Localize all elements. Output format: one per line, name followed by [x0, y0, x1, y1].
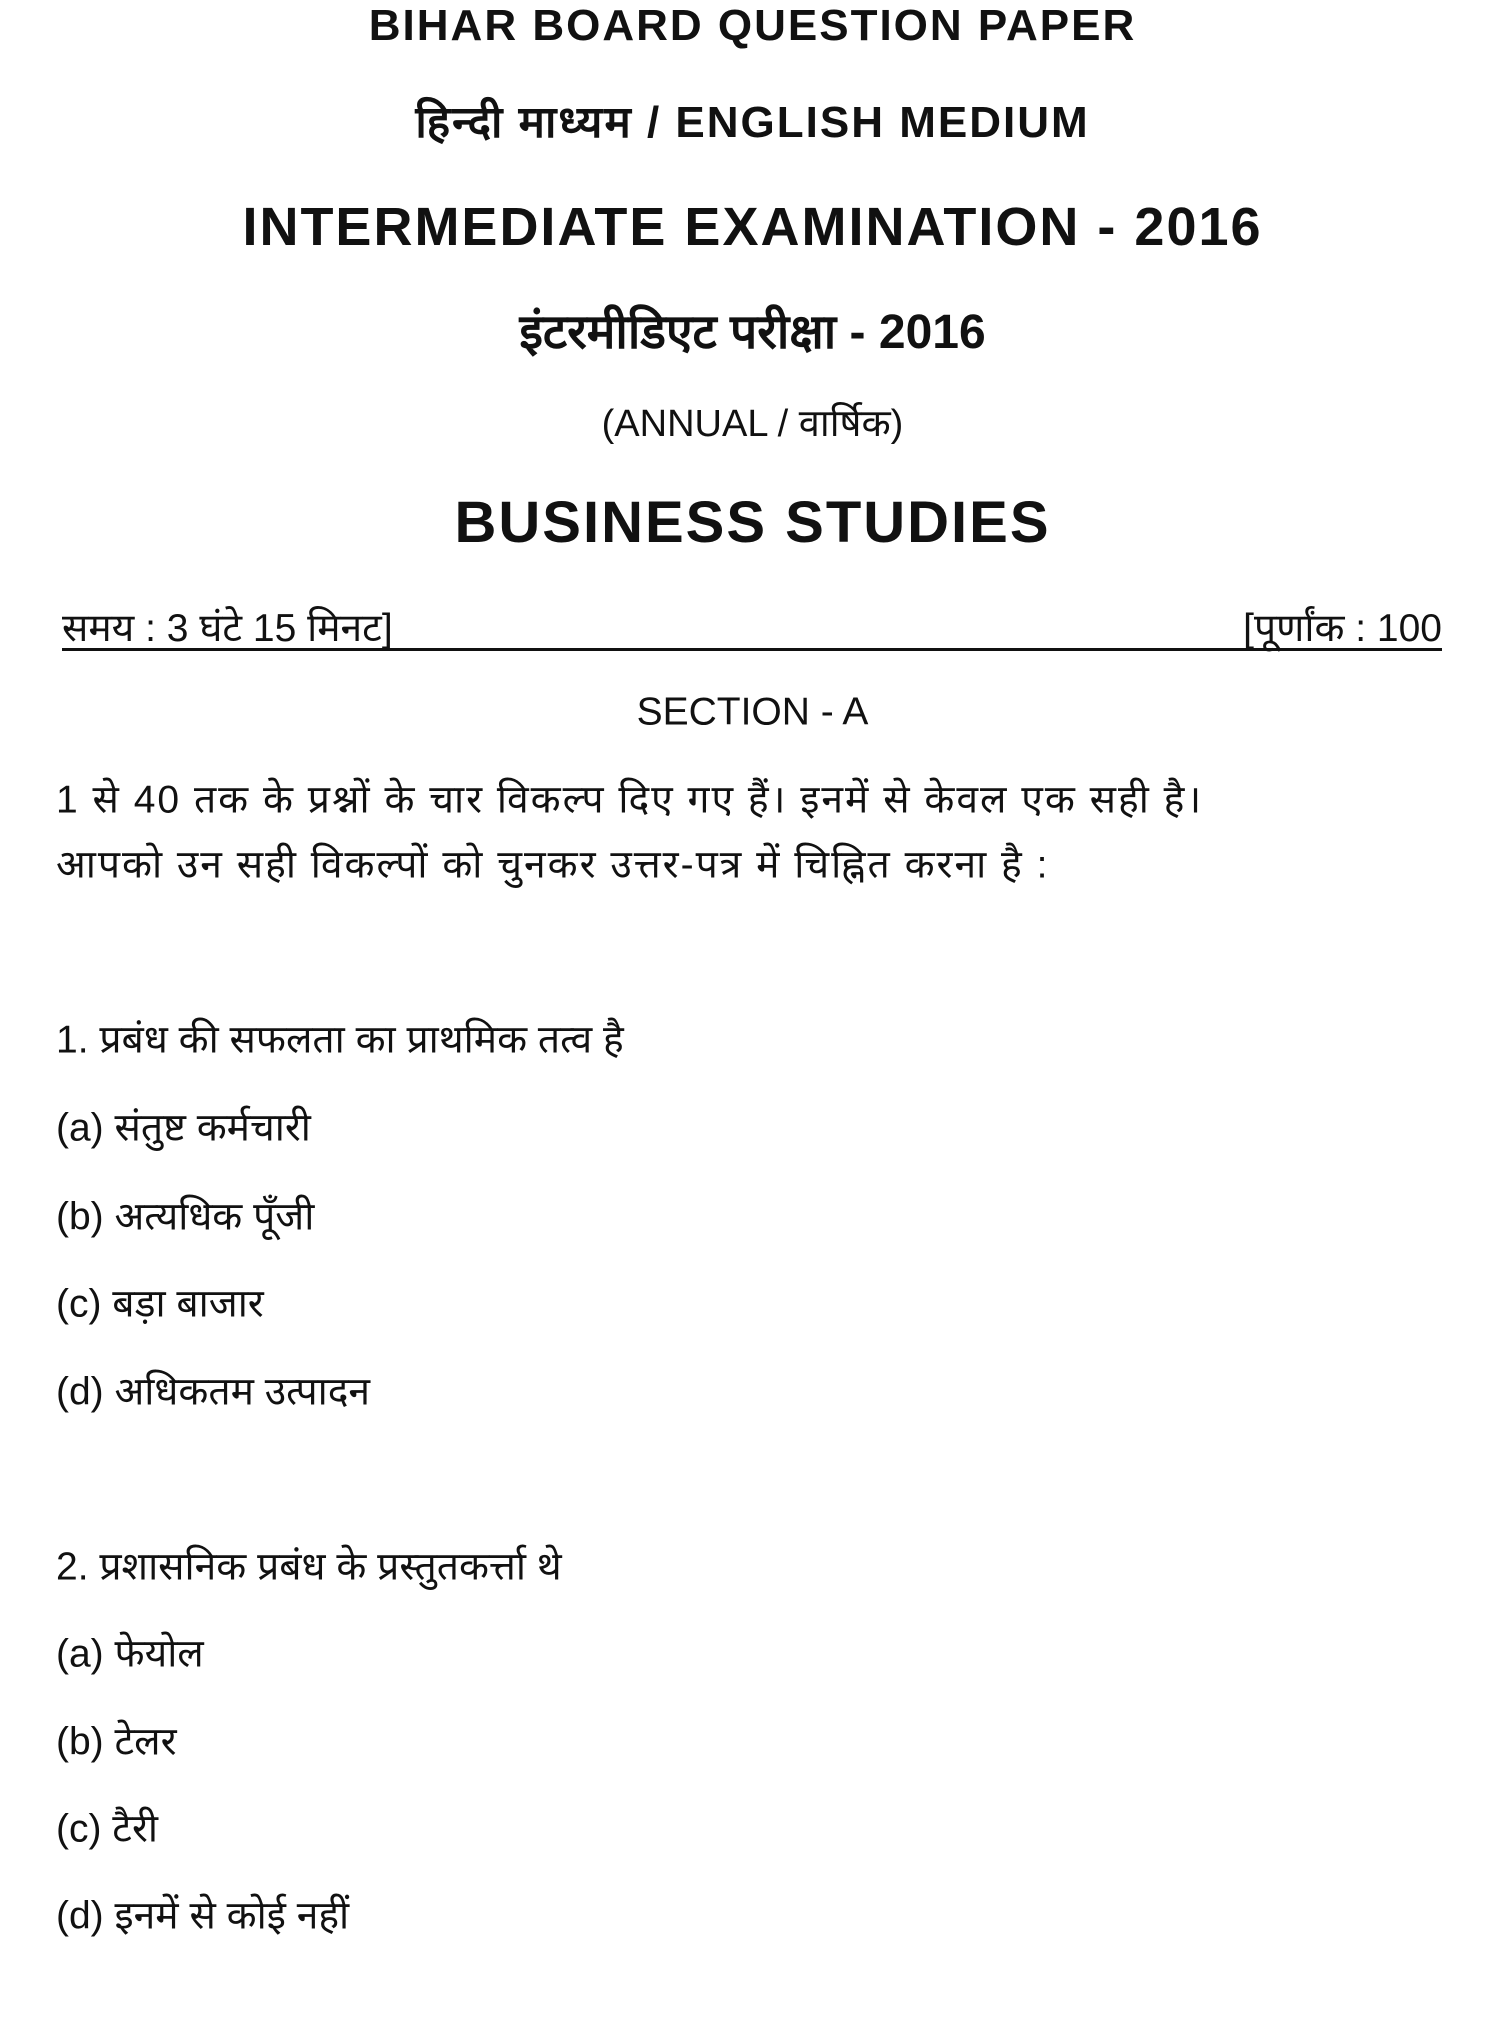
- option: (b) अत्यधिक पूँजी: [56, 1195, 315, 1239]
- option: (d) अधिकतम उत्पादन: [56, 1370, 371, 1414]
- exam-title-en: INTERMEDIATE EXAMINATION - 2016: [242, 197, 1263, 257]
- option: (c) टैरी: [56, 1807, 159, 1851]
- option: (c) बड़ा बाजार: [56, 1282, 264, 1326]
- instruction-line: आपको उन सही विकल्पों को चुनकर उत्तर-पत्र में चिह्नित करना है :: [56, 843, 1050, 887]
- option: (b) टेलर: [56, 1720, 177, 1764]
- option: (a) फेयोल: [56, 1632, 204, 1676]
- instruction-line: 1 से 40 तक के प्रश्नों के चार विकल्प दिए गए हैं। इनमें से केवल एक सही है।: [56, 778, 1204, 822]
- question-text: 1. प्रबंध की सफलता का प्राथमिक तत्व है: [56, 1018, 624, 1062]
- option: (d) इनमें से कोई नहीं: [56, 1894, 350, 1938]
- medium-line: हिन्दी माध्यम / ENGLISH MEDIUM: [415, 98, 1090, 147]
- board-title: BIHAR BOARD QUESTION PAPER: [368, 1, 1137, 50]
- option: (a) संतुष्ट कर्मचारी: [56, 1106, 311, 1150]
- time-allowed: समय : 3 घंटे 15 मिनट]: [62, 607, 393, 650]
- subject-title: BUSINESS STUDIES: [454, 490, 1051, 555]
- exam-title-hi: इंटरमीडिएट परीक्षा - 2016: [519, 306, 986, 359]
- full-marks: [पूर्णांक : 100: [1243, 607, 1442, 650]
- section-title: SECTION - A: [636, 690, 869, 734]
- session-label: (ANNUAL / वार्षिक): [601, 403, 904, 445]
- time-marks-line: [62, 604, 1442, 651]
- question-text: 2. प्रशासनिक प्रबंध के प्रस्तुतकर्त्ता थे: [56, 1545, 562, 1589]
